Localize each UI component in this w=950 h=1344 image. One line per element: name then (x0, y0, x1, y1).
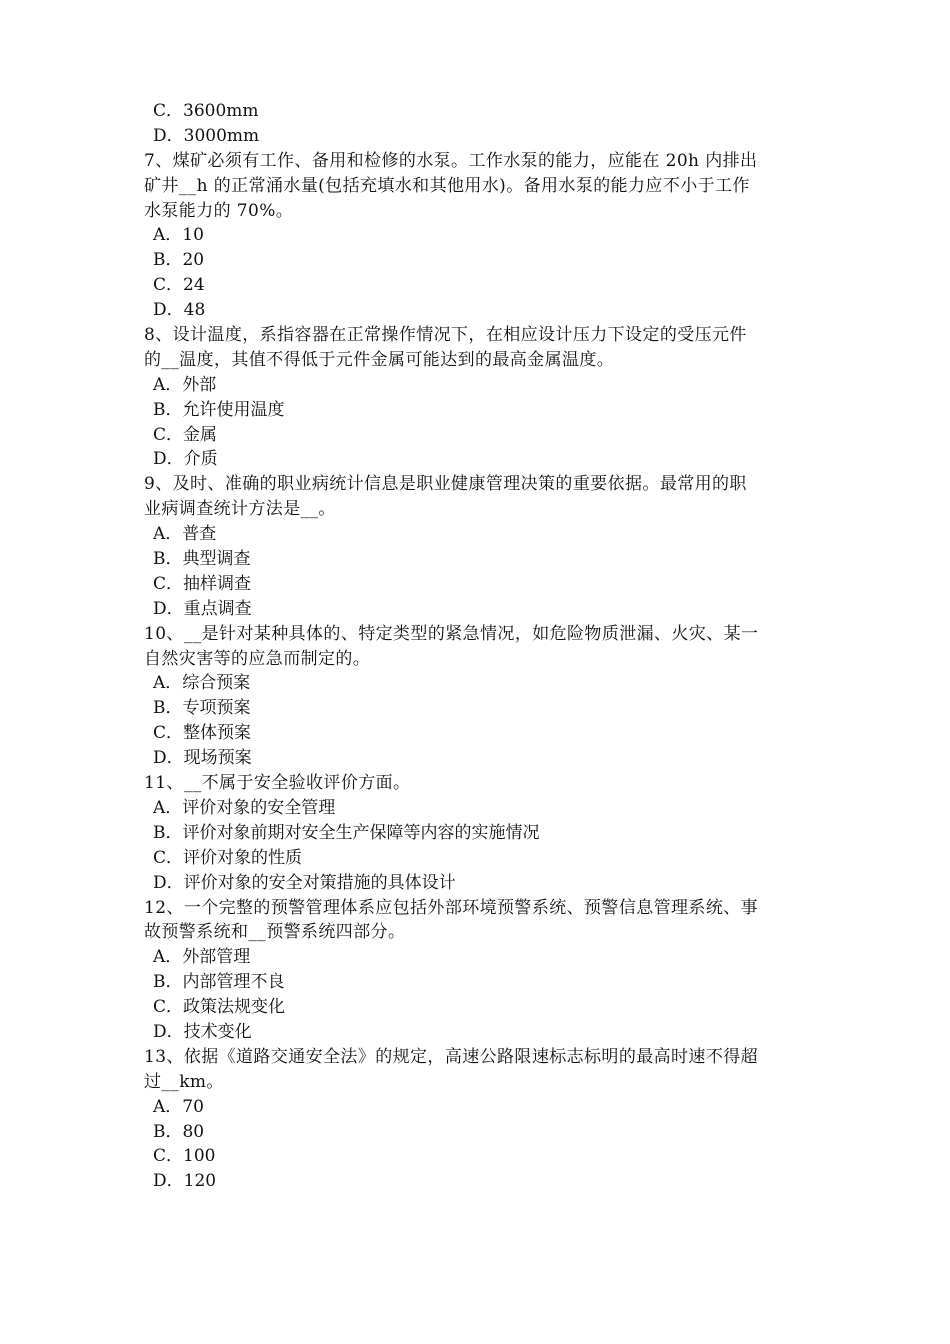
option-d: D．48 (153, 300, 206, 321)
option-b: B．80 (153, 1121, 205, 1142)
question-11-options (144, 796, 816, 896)
option-c: C．政策法规变化 (153, 997, 286, 1018)
option-a: A．外部管理 (153, 947, 251, 968)
question-text: 水泵能力的 70%。 (144, 200, 294, 221)
option-b: B．典型调查 (153, 549, 251, 570)
question-text: 7、煤矿必须有工作、备用和检修的水泵。工作水泵的能力，应能在 20h 内排出 (144, 150, 758, 171)
option-a: A．外部 (153, 374, 217, 395)
option-c: C．抽样调查 (153, 573, 252, 594)
option-a: A．10 (153, 225, 204, 246)
question-7 (144, 149, 816, 224)
option-d: D．介质 (153, 449, 218, 470)
question-text: 业病调查统计方法是__。 (144, 499, 336, 520)
option-b: B．评价对象前期对安全生产保障等内容的实施情况 (153, 822, 540, 843)
option-c: C．100 (153, 1146, 216, 1167)
question-12-options (144, 945, 816, 1045)
option-d: D．评价对象的安全对策措施的具体设计 (153, 872, 456, 893)
question-10-options (144, 671, 816, 771)
question-9-options (144, 522, 816, 622)
option-d: D．技术变化 (153, 1021, 252, 1042)
question-text: 9、及时、准确的职业病统计信息是职业健康管理决策的重要依据。最常用的职 (144, 474, 747, 495)
question-text: 的__温度，其值不得低于元件金属可能达到的最高金属温度。 (144, 349, 615, 370)
option-c: C．金属 (153, 424, 218, 445)
question-text: 11、__不属于安全验收评价方面。 (144, 773, 411, 794)
question-text: 矿井__h 的正常涌水量(包括充填水和其他用水)。备用水泵的能力应不小于工作 (144, 175, 750, 196)
question-text: 自然灾害等的应急而制定的。 (144, 648, 371, 669)
question-text: 8、设计温度，系指容器在正常操作情况下，在相应设计压力下设定的受压元件 (144, 325, 747, 346)
question-text: 过__km。 (144, 1071, 224, 1092)
question-text: 12、一个完整的预警管理体系应包括外部环境预警系统、预警信息管理系统、事 (144, 897, 759, 918)
question-text: 故预警系统和__预警系统四部分。 (144, 922, 406, 943)
option-d: D．重点调查 (153, 598, 252, 619)
option-c: C．3600mm (153, 101, 259, 121)
option-d: D．120 (153, 1171, 217, 1192)
question-8-options (144, 373, 816, 473)
option-d: D．3000mm (153, 125, 260, 146)
question-10 (144, 622, 816, 672)
option-a: A．普查 (153, 524, 217, 545)
option-c: C．评价对象的性质 (153, 847, 303, 868)
option-b: B．专项预案 (153, 698, 251, 719)
question-8 (144, 323, 816, 373)
question-12 (144, 896, 816, 946)
option-a: A．评价对象的安全管理 (153, 797, 336, 818)
question-list (144, 99, 816, 1194)
question-13-options (144, 1095, 816, 1195)
question-7-options (144, 223, 816, 323)
question-13 (144, 1045, 816, 1095)
leading-options (144, 99, 816, 149)
question-text: 10、__是针对某种具体的、特定类型的紧急情况，如危险物质泄漏、火灾、某一 (144, 623, 759, 644)
option-b: B．允许使用温度 (153, 399, 285, 420)
option-d: D．现场预案 (153, 748, 252, 769)
option-b: B．内部管理不良 (153, 972, 285, 993)
option-b: B．20 (153, 250, 205, 271)
option-c: C．24 (153, 275, 205, 296)
question-9 (144, 472, 816, 522)
option-c: C．整体预案 (153, 723, 252, 744)
option-a: A．70 (153, 1096, 204, 1117)
question-text: 13、依据《道路交通安全法》的规定，高速公路限速标志标明的最高时速不得超 (144, 1046, 759, 1067)
question-11 (144, 771, 816, 796)
option-a: A．综合预案 (153, 673, 251, 694)
